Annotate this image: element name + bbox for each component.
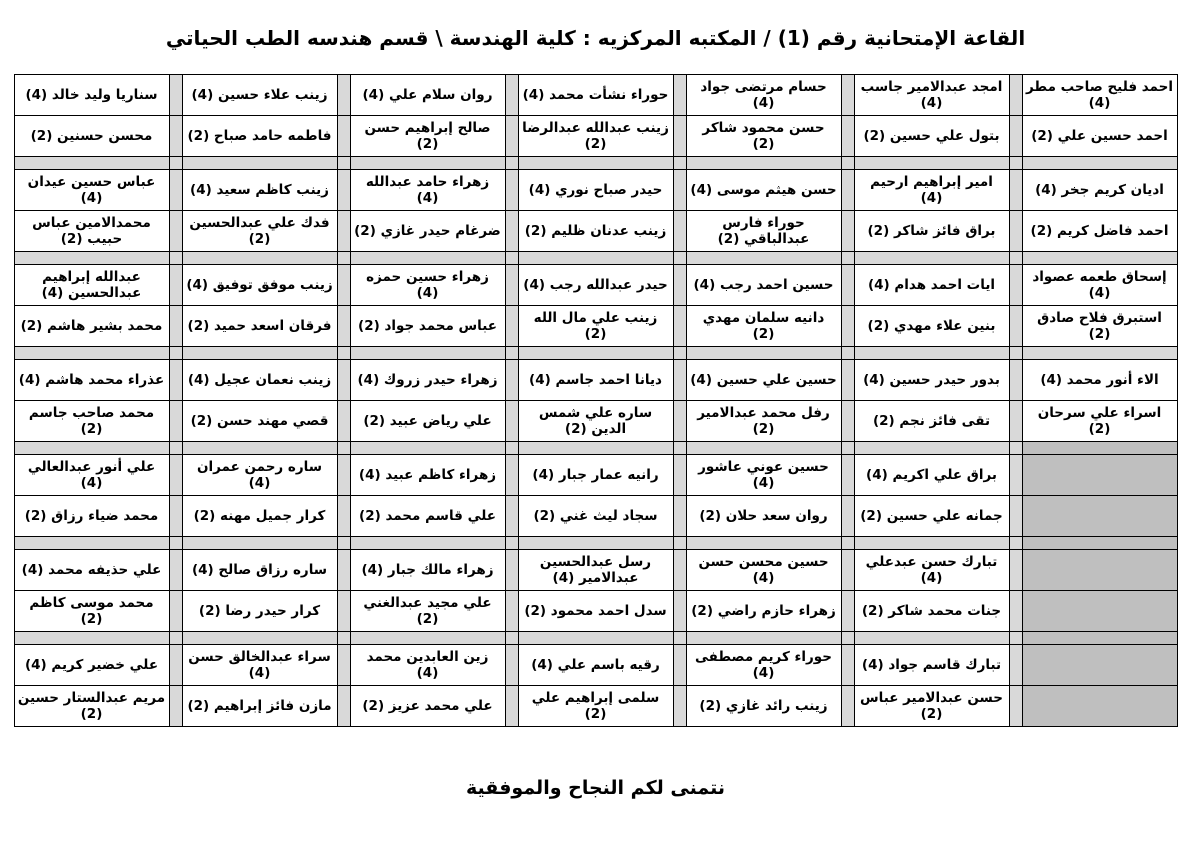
empty-seat-cell — [1022, 496, 1177, 537]
page-title: القاعة الإمتحانية رقم (1) / المكتبه المركزيه : كلية الهندسة \ قسم هندسه الطب الحياتي — [165, 26, 1026, 50]
row-separator-cell — [169, 347, 182, 360]
seat-cell: كرار جميل مهنه (2) — [182, 496, 337, 537]
row-separator-cell — [1022, 632, 1177, 645]
seat-cell: زهراء مالك جبار (4) — [350, 550, 505, 591]
row-separator-cell — [337, 157, 350, 170]
column-separator — [673, 306, 686, 347]
row-separator-cell — [1009, 347, 1022, 360]
seat-cell: رانيه عمار جبار (4) — [518, 455, 673, 496]
seat-cell: إسحاق طعمه عصواد (4) — [1022, 265, 1177, 306]
row-separator-cell — [841, 442, 854, 455]
row-separator-cell — [350, 537, 505, 550]
column-separator — [673, 360, 686, 401]
seat-cell: سدل احمد محمود (2) — [518, 591, 673, 632]
column-separator — [337, 550, 350, 591]
column-separator — [673, 550, 686, 591]
row-separator-cell — [14, 442, 169, 455]
column-separator — [169, 401, 182, 442]
seat-row — [14, 116, 1177, 157]
seat-cell: حسن هيثم موسى (4) — [686, 170, 841, 211]
column-separator — [169, 496, 182, 537]
seat-row — [14, 645, 1177, 686]
seat-cell: حسين عوني عاشور (4) — [686, 455, 841, 496]
seat-cell: مريم عبدالستار حسين (2) — [14, 686, 169, 727]
column-separator — [337, 116, 350, 157]
row-separator-cell — [854, 442, 1009, 455]
seat-cell: زين العابدين محمد (4) — [350, 645, 505, 686]
column-separator — [337, 496, 350, 537]
row-separator-cell — [854, 537, 1009, 550]
seat-cell: جمانه علي حسين (2) — [854, 496, 1009, 537]
column-separator — [337, 686, 350, 727]
seat-cell: زهراء حازم راضي (2) — [686, 591, 841, 632]
row-separator-cell — [337, 347, 350, 360]
column-separator — [505, 306, 518, 347]
column-separator — [337, 170, 350, 211]
column-separator — [169, 265, 182, 306]
seat-row — [14, 401, 1177, 442]
row-separator-cell — [854, 252, 1009, 265]
column-separator — [841, 116, 854, 157]
column-separator — [1009, 75, 1022, 116]
row-separator-cell — [518, 347, 673, 360]
row-separator-cell — [854, 632, 1009, 645]
row-separator-cell — [841, 632, 854, 645]
column-separator — [841, 645, 854, 686]
seat-cell: علي رياض عبيد (2) — [350, 401, 505, 442]
column-separator — [1009, 686, 1022, 727]
column-separator — [169, 645, 182, 686]
column-separator — [1009, 550, 1022, 591]
seat-cell: علي خضير كريم (4) — [14, 645, 169, 686]
seat-cell: حيدر عبدالله رجب (4) — [518, 265, 673, 306]
row-separator-cell — [1022, 252, 1177, 265]
row-separator-cell — [337, 537, 350, 550]
seat-cell: عبدالله إبراهيم عبدالحسين (4) — [14, 265, 169, 306]
seat-cell: سجاد ليث غني (2) — [518, 496, 673, 537]
column-separator — [673, 116, 686, 157]
seat-cell: حسين محسن حسن (4) — [686, 550, 841, 591]
seat-cell: زينب علاء حسين (4) — [182, 75, 337, 116]
seat-cell: رسل عبدالحسين عبدالامير (4) — [518, 550, 673, 591]
row-separator-cell — [518, 252, 673, 265]
seat-cell: علي أنور عبدالعالي (4) — [14, 455, 169, 496]
row-separator-cell — [1009, 537, 1022, 550]
row-separator-cell — [505, 347, 518, 360]
seat-cell: عباس محمد جواد (2) — [350, 306, 505, 347]
seat-cell: حسن عبدالامير عباس (2) — [854, 686, 1009, 727]
column-separator — [841, 686, 854, 727]
row-separator-cell — [686, 442, 841, 455]
empty-seat-cell — [1022, 591, 1177, 632]
seat-cell: حسن محمود شاكر (2) — [686, 116, 841, 157]
seat-cell: محمدالامين عباس حبيب (2) — [14, 211, 169, 252]
row-separator-cell — [686, 252, 841, 265]
row-separator — [14, 442, 1177, 455]
column-separator — [1009, 265, 1022, 306]
row-separator-cell — [505, 632, 518, 645]
column-separator — [505, 116, 518, 157]
column-separator — [673, 75, 686, 116]
column-separator — [841, 550, 854, 591]
row-separator-cell — [686, 632, 841, 645]
row-separator-cell — [841, 157, 854, 170]
column-separator — [337, 265, 350, 306]
seat-cell: ساره رزاق صالح (4) — [182, 550, 337, 591]
column-separator — [169, 591, 182, 632]
row-separator-cell — [1022, 537, 1177, 550]
seat-cell: ساره رحمن عمران (4) — [182, 455, 337, 496]
row-separator-cell — [518, 537, 673, 550]
row-separator-cell — [673, 252, 686, 265]
column-separator — [337, 75, 350, 116]
row-separator-cell — [673, 537, 686, 550]
row-separator-cell — [1009, 632, 1022, 645]
row-separator-cell — [841, 537, 854, 550]
row-separator-cell — [686, 347, 841, 360]
seat-cell: اسراء علي سرحان (2) — [1022, 401, 1177, 442]
seat-cell: محمد بشير هاشم (2) — [14, 306, 169, 347]
column-separator — [841, 170, 854, 211]
row-separator-cell — [350, 157, 505, 170]
seating-table — [14, 74, 1178, 727]
row-separator-cell — [169, 252, 182, 265]
row-separator-cell — [518, 157, 673, 170]
column-separator — [673, 265, 686, 306]
seat-cell: زهراء حامد عبدالله (4) — [350, 170, 505, 211]
row-separator-cell — [854, 347, 1009, 360]
seat-cell: محمد موسى كاظم (2) — [14, 591, 169, 632]
column-separator — [505, 496, 518, 537]
seat-cell: حوراء نشأت محمد (4) — [518, 75, 673, 116]
column-separator — [841, 211, 854, 252]
seat-cell: تبارك قاسم جواد (4) — [854, 645, 1009, 686]
column-separator — [1009, 170, 1022, 211]
column-separator — [841, 265, 854, 306]
seat-row — [14, 170, 1177, 211]
seat-cell: صالح إبراهيم حسن (2) — [350, 116, 505, 157]
seat-cell: استبرق فلاح صادق (2) — [1022, 306, 1177, 347]
column-separator — [1009, 496, 1022, 537]
column-separator — [1009, 360, 1022, 401]
seat-cell: روان سعد حلان (2) — [686, 496, 841, 537]
column-separator — [169, 211, 182, 252]
seat-cell: علي قاسم محمد (2) — [350, 496, 505, 537]
seat-cell: امير إبراهيم ارحيم (4) — [854, 170, 1009, 211]
row-separator-cell — [14, 537, 169, 550]
seat-cell: زينب رائد غازي (2) — [686, 686, 841, 727]
column-separator — [673, 591, 686, 632]
empty-seat-cell — [1022, 455, 1177, 496]
seat-cell: حوراء فارس عبدالباقي (2) — [686, 211, 841, 252]
seat-cell: بتول علي حسين (2) — [854, 116, 1009, 157]
row-separator-cell — [182, 632, 337, 645]
seat-cell: اديان كريم جخر (4) — [1022, 170, 1177, 211]
footer-wish-text: نتمنى لكم النجاح والموفقية — [466, 777, 725, 799]
row-separator-cell — [686, 157, 841, 170]
seat-cell: ساره علي شمس الدين (2) — [518, 401, 673, 442]
row-separator — [14, 347, 1177, 360]
column-separator — [337, 306, 350, 347]
column-separator — [505, 591, 518, 632]
column-separator — [1009, 591, 1022, 632]
column-separator — [169, 306, 182, 347]
seat-row — [14, 550, 1177, 591]
row-separator-cell — [673, 442, 686, 455]
seat-cell: علي مجيد عبدالغني (2) — [350, 591, 505, 632]
row-separator-cell — [14, 157, 169, 170]
seat-cell: دانيه سلمان مهدي (2) — [686, 306, 841, 347]
seat-cell: حسام مرتضى جواد (4) — [686, 75, 841, 116]
row-separator-cell — [1009, 252, 1022, 265]
seat-cell: عذراء محمد هاشم (4) — [14, 360, 169, 401]
seat-cell: ايات احمد هدام (4) — [854, 265, 1009, 306]
column-separator — [505, 265, 518, 306]
seat-cell: حيدر صباح نوري (4) — [518, 170, 673, 211]
seat-cell: حسين علي حسين (4) — [686, 360, 841, 401]
seat-cell: زينب كاظم سعيد (4) — [182, 170, 337, 211]
column-separator — [1009, 455, 1022, 496]
row-separator-cell — [169, 157, 182, 170]
column-separator — [841, 360, 854, 401]
column-separator — [505, 75, 518, 116]
seat-cell: براق فائز شاكر (2) — [854, 211, 1009, 252]
row-separator-cell — [518, 632, 673, 645]
seat-cell: تقى فائز نجم (2) — [854, 401, 1009, 442]
seat-row — [14, 75, 1177, 116]
column-separator — [505, 645, 518, 686]
row-separator-cell — [841, 252, 854, 265]
row-separator-cell — [350, 347, 505, 360]
column-separator — [505, 550, 518, 591]
seat-cell: محمد ضياء رزاق (2) — [14, 496, 169, 537]
seat-cell: بدور حيدر حسين (4) — [854, 360, 1009, 401]
row-separator-cell — [182, 347, 337, 360]
column-separator — [1009, 116, 1022, 157]
seat-cell: زهراء حيدر زروك (4) — [350, 360, 505, 401]
column-separator — [673, 645, 686, 686]
seat-row — [14, 686, 1177, 727]
column-separator — [505, 360, 518, 401]
seat-cell: ضرغام حيدر غازي (2) — [350, 211, 505, 252]
seat-cell: رفل محمد عبدالامير (2) — [686, 401, 841, 442]
column-separator — [337, 645, 350, 686]
seat-cell: رقيه باسم علي (4) — [518, 645, 673, 686]
row-separator-cell — [518, 442, 673, 455]
seat-cell: علي حذيفه محمد (4) — [14, 550, 169, 591]
column-separator — [169, 686, 182, 727]
column-separator — [169, 170, 182, 211]
seat-cell: كرار حيدر رضا (2) — [182, 591, 337, 632]
row-separator-cell — [169, 632, 182, 645]
row-separator-cell — [1022, 157, 1177, 170]
column-separator — [841, 591, 854, 632]
empty-seat-cell — [1022, 686, 1177, 727]
column-separator — [337, 360, 350, 401]
row-separator-cell — [182, 252, 337, 265]
column-separator — [841, 496, 854, 537]
seat-cell: قصي مهند حسن (2) — [182, 401, 337, 442]
column-separator — [673, 401, 686, 442]
row-separator-cell — [854, 157, 1009, 170]
column-separator — [169, 116, 182, 157]
seat-cell: سناريا وليد خالد (4) — [14, 75, 169, 116]
column-separator — [169, 455, 182, 496]
row-separator-cell — [673, 157, 686, 170]
seat-cell: زهراء حسين حمزه (4) — [350, 265, 505, 306]
row-separator-cell — [505, 537, 518, 550]
seat-cell: بنين علاء مهدي (2) — [854, 306, 1009, 347]
row-separator-cell — [673, 347, 686, 360]
column-separator — [673, 170, 686, 211]
seat-cell: فرقان اسعد حميد (2) — [182, 306, 337, 347]
column-separator — [673, 686, 686, 727]
row-separator-cell — [686, 537, 841, 550]
row-separator-cell — [337, 632, 350, 645]
seat-cell: علي محمد عزيز (2) — [350, 686, 505, 727]
row-separator — [14, 537, 1177, 550]
row-separator-cell — [169, 442, 182, 455]
seat-row — [14, 496, 1177, 537]
seat-cell: احمد فاضل كريم (2) — [1022, 211, 1177, 252]
column-separator — [169, 75, 182, 116]
seat-row — [14, 360, 1177, 401]
column-separator — [337, 455, 350, 496]
seat-cell: فدك علي عبدالحسين (2) — [182, 211, 337, 252]
seat-row — [14, 591, 1177, 632]
row-separator-cell — [182, 537, 337, 550]
column-separator — [505, 455, 518, 496]
seat-cell: محسن حسنين (2) — [14, 116, 169, 157]
row-separator-cell — [505, 252, 518, 265]
seat-cell: ديانا احمد جاسم (4) — [518, 360, 673, 401]
seat-cell: احمد فليح صاحب مطر (4) — [1022, 75, 1177, 116]
seat-cell: حسين احمد رجب (4) — [686, 265, 841, 306]
row-separator-cell — [505, 442, 518, 455]
seat-cell: زينب نعمان عجيل (4) — [182, 360, 337, 401]
seat-cell: مازن فائز إبراهيم (2) — [182, 686, 337, 727]
empty-seat-cell — [1022, 645, 1177, 686]
column-separator — [505, 170, 518, 211]
row-separator — [14, 157, 1177, 170]
column-separator — [337, 591, 350, 632]
column-separator — [673, 496, 686, 537]
row-separator-cell — [337, 442, 350, 455]
row-separator-cell — [14, 252, 169, 265]
row-separator — [14, 632, 1177, 645]
column-separator — [1009, 645, 1022, 686]
seat-row — [14, 455, 1177, 496]
seating-table-body — [14, 75, 1177, 727]
seat-cell: حوراء كريم مصطفى (4) — [686, 645, 841, 686]
seat-cell: امجد عبدالامير جاسب (4) — [854, 75, 1009, 116]
seat-row — [14, 306, 1177, 347]
column-separator — [505, 401, 518, 442]
column-separator — [337, 211, 350, 252]
seat-cell: زينب علي مال الله (2) — [518, 306, 673, 347]
column-separator — [1009, 306, 1022, 347]
seat-cell: زهراء كاظم عبيد (4) — [350, 455, 505, 496]
seat-cell: سلمى إبراهيم علي (2) — [518, 686, 673, 727]
seat-cell: جنات محمد شاكر (2) — [854, 591, 1009, 632]
column-separator — [1009, 401, 1022, 442]
row-separator-cell — [14, 632, 169, 645]
seat-cell: روان سلام علي (4) — [350, 75, 505, 116]
column-separator — [841, 401, 854, 442]
row-separator-cell — [350, 442, 505, 455]
column-separator — [505, 686, 518, 727]
row-separator-cell — [182, 157, 337, 170]
row-separator-cell — [1022, 442, 1177, 455]
seat-cell: زينب عبدالله عبدالرضا (2) — [518, 116, 673, 157]
row-separator-cell — [169, 537, 182, 550]
row-separator-cell — [1022, 347, 1177, 360]
seat-row — [14, 211, 1177, 252]
row-separator-cell — [350, 252, 505, 265]
column-separator — [1009, 211, 1022, 252]
seat-cell: عباس حسين عيدان (4) — [14, 170, 169, 211]
seat-cell: فاطمه حامد صباح (2) — [182, 116, 337, 157]
column-separator — [841, 306, 854, 347]
column-separator — [841, 455, 854, 496]
seat-cell: احمد حسين علي (2) — [1022, 116, 1177, 157]
row-separator-cell — [841, 347, 854, 360]
empty-seat-cell — [1022, 550, 1177, 591]
seat-cell: زينب عدنان ظليم (2) — [518, 211, 673, 252]
row-separator-cell — [14, 347, 169, 360]
seat-cell: محمد صاحب جاسم (2) — [14, 401, 169, 442]
column-separator — [505, 211, 518, 252]
column-separator — [169, 360, 182, 401]
seat-cell: سراء عبدالخالق حسن (4) — [182, 645, 337, 686]
seat-cell: تبارك حسن عبدعلي (4) — [854, 550, 1009, 591]
seat-cell: براق علي اكريم (4) — [854, 455, 1009, 496]
row-separator-cell — [1009, 157, 1022, 170]
column-separator — [673, 211, 686, 252]
column-separator — [169, 550, 182, 591]
row-separator — [14, 252, 1177, 265]
row-separator-cell — [350, 632, 505, 645]
seat-cell: زينب موفق توفيق (4) — [182, 265, 337, 306]
row-separator-cell — [337, 252, 350, 265]
row-separator-cell — [182, 442, 337, 455]
column-separator — [337, 401, 350, 442]
column-separator — [673, 455, 686, 496]
seat-row — [14, 265, 1177, 306]
row-separator-cell — [1009, 442, 1022, 455]
column-separator — [841, 75, 854, 116]
row-separator-cell — [673, 632, 686, 645]
row-separator-cell — [505, 157, 518, 170]
seat-cell: الاء أنور محمد (4) — [1022, 360, 1177, 401]
